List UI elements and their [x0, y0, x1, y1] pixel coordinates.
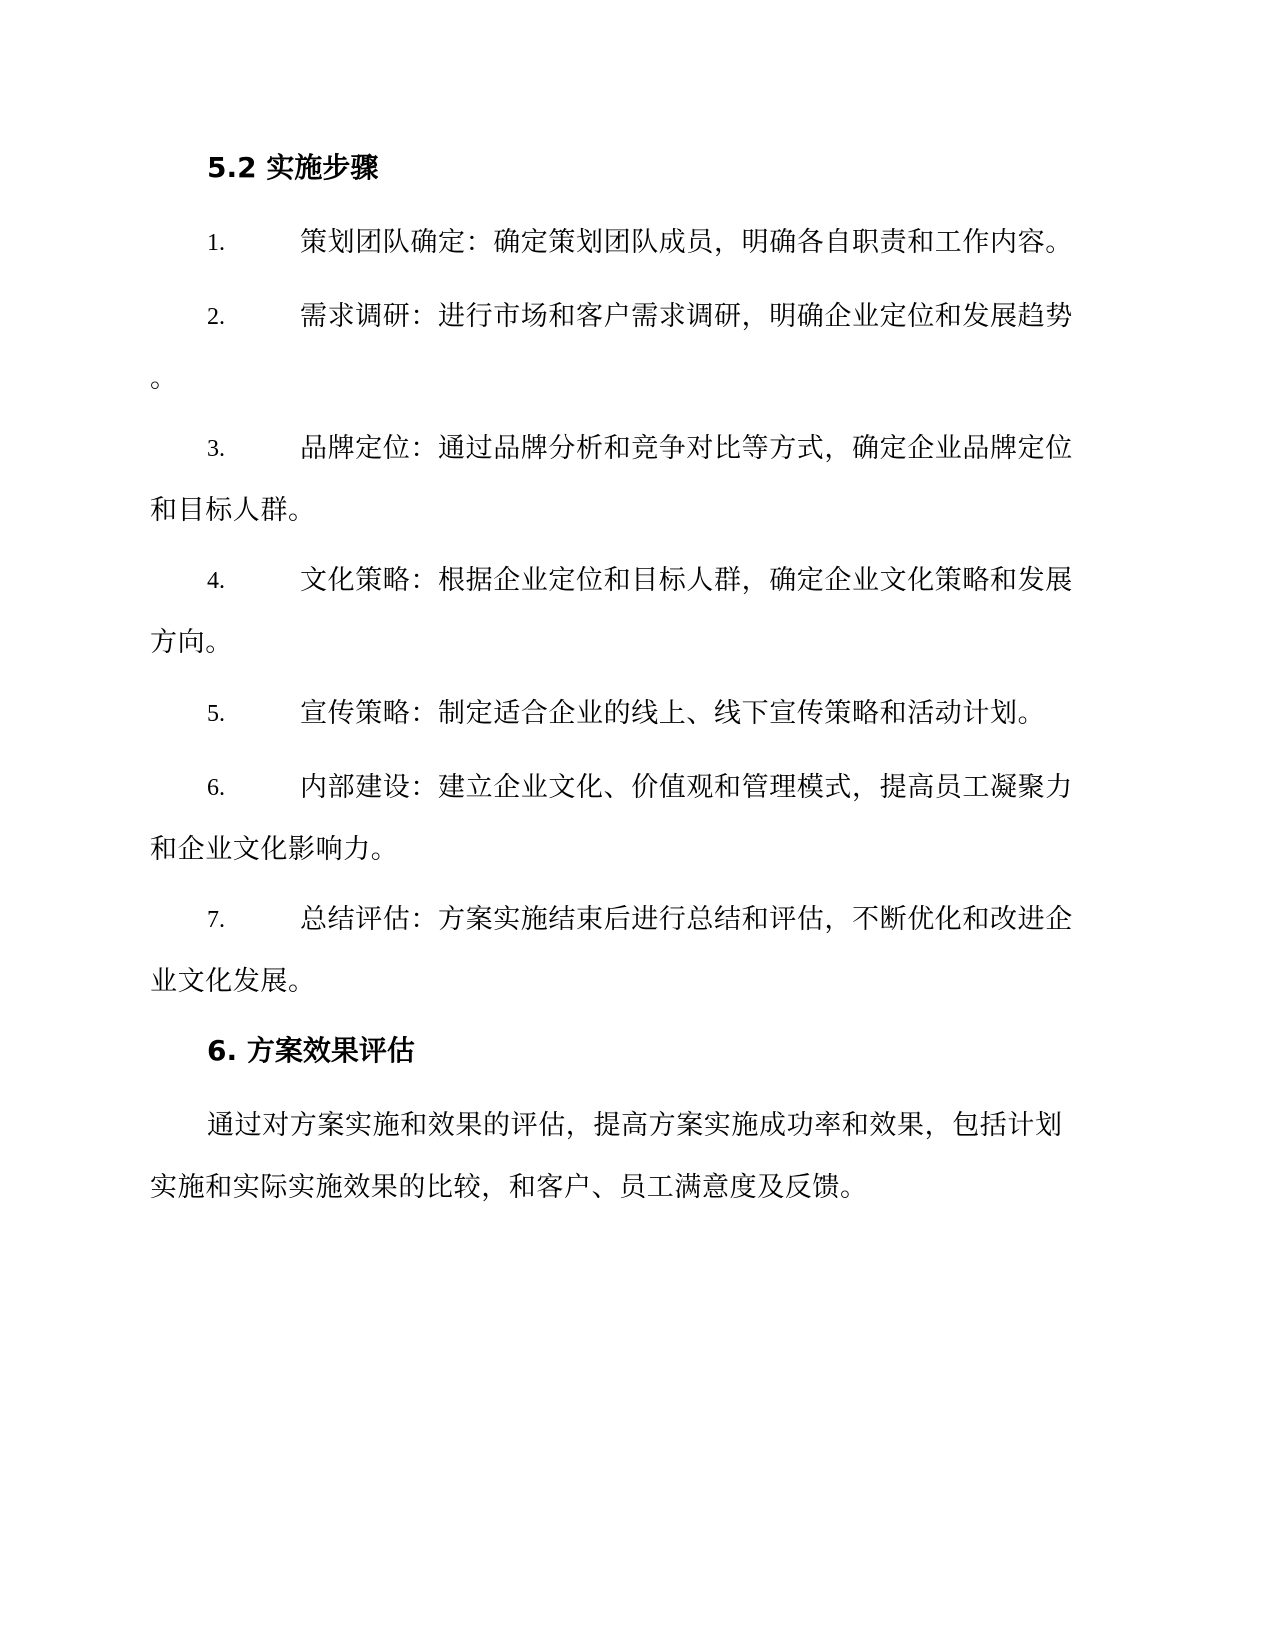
list-item-number: 3.	[207, 436, 225, 462]
list-item-number: 4.	[207, 568, 225, 594]
list-item-text-continued: 。	[150, 363, 178, 394]
list-item-number: 5.	[207, 701, 225, 727]
list-item-text: 策划团队确定：确定策划团队成员，明确各自职责和工作内容。	[300, 227, 1073, 258]
paragraph-line: 实施和实际实施效果的比较，和客户、员工满意度及反馈。	[150, 1172, 868, 1203]
list-item-4	[150, 550, 1120, 674]
section-6-paragraph	[150, 1095, 1120, 1219]
list-item-7	[150, 889, 1120, 1013]
list-item-3	[150, 418, 1120, 542]
list-item-text-continued: 方向。	[150, 627, 233, 658]
list-item-1	[150, 212, 1120, 274]
list-item-text: 品牌定位：通过品牌分析和竞争对比等方式，确定企业品牌定位	[300, 433, 1073, 464]
list-item-6	[150, 757, 1120, 881]
list-item-text: 内部建设：建立企业文化、价值观和管理模式，提高员工凝聚力	[300, 772, 1073, 803]
paragraph-line: 通过对方案实施和效果的评估，提高方案实施成功率和效果，包括计划	[207, 1110, 1063, 1141]
list-item-number: 7.	[207, 907, 225, 933]
section-heading-6: 6. 方案效果评估	[207, 1034, 415, 1067]
list-item-text-continued: 和企业文化影响力。	[150, 834, 399, 865]
list-item-number: 1.	[207, 230, 225, 256]
list-item-text: 文化策略：根据企业定位和目标人群，确定企业文化策略和发展	[300, 565, 1073, 596]
list-item-number: 6.	[207, 775, 225, 801]
list-item-text: 宣传策略：制定适合企业的线上、线下宣传策略和活动计划。	[300, 698, 1046, 729]
section-heading-5-2: 5.2 实施步骤	[207, 151, 379, 184]
list-item-text: 需求调研：进行市场和客户需求调研，明确企业定位和发展趋势	[300, 301, 1073, 332]
list-item-2	[150, 286, 1120, 410]
list-item-text: 总结评估：方案实施结束后进行总结和评估，不断优化和改进企	[300, 904, 1073, 935]
list-item-5	[150, 683, 1120, 745]
list-item-number: 2.	[207, 304, 225, 330]
list-item-text-continued: 业文化发展。	[150, 966, 316, 997]
list-item-text-continued: 和目标人群。	[150, 495, 316, 526]
